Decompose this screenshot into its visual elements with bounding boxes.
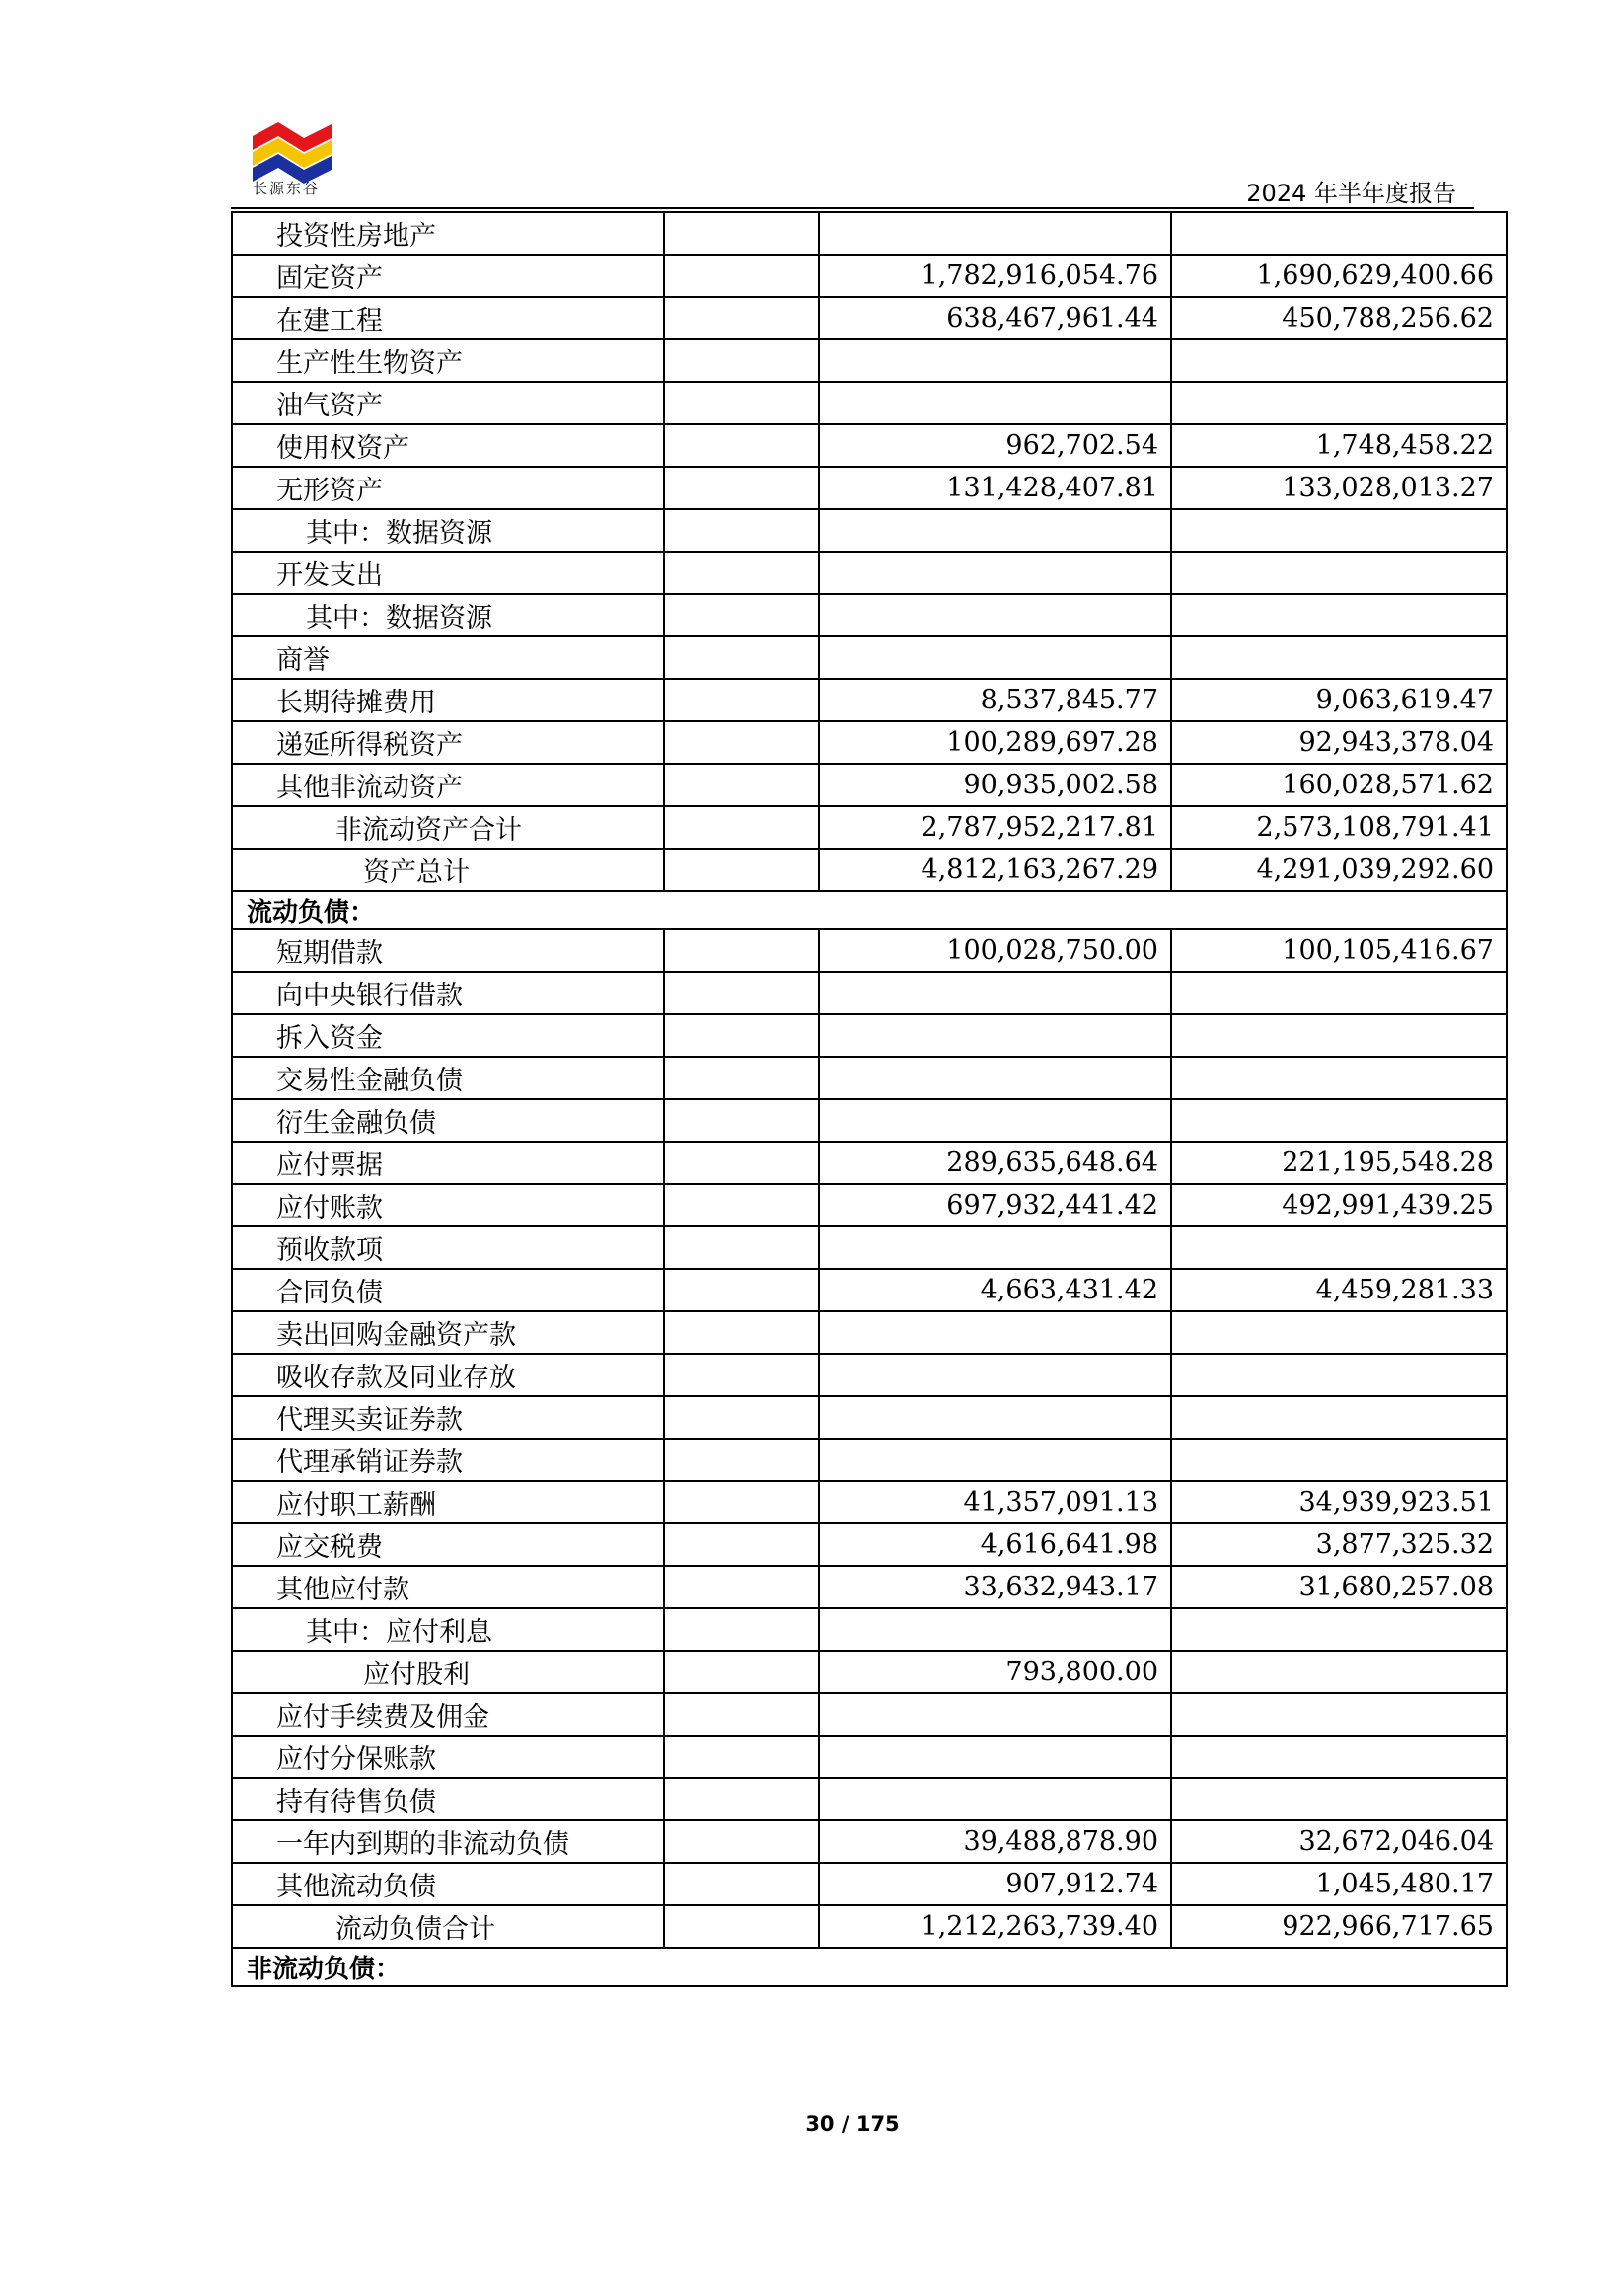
row-label: 持有待售负债 bbox=[232, 1778, 664, 1820]
period-end-value: 2,787,952,217.81 bbox=[819, 806, 1171, 849]
period-end-value bbox=[819, 636, 1171, 679]
note-cell bbox=[664, 212, 819, 255]
period-end-value: 131,428,407.81 bbox=[819, 467, 1171, 509]
prior-year-value bbox=[1171, 509, 1507, 552]
row-label: 非流动资产合计 bbox=[232, 806, 664, 849]
note-cell bbox=[664, 1226, 819, 1269]
note-cell bbox=[664, 1311, 819, 1354]
period-end-value: 8,537,845.77 bbox=[819, 679, 1171, 721]
period-end-value: 793,800.00 bbox=[819, 1651, 1171, 1693]
row-label: 长期待摊费用 bbox=[232, 679, 664, 721]
row-label: 其中：数据资源 bbox=[232, 594, 664, 636]
row-label: 油气资产 bbox=[232, 382, 664, 424]
note-cell bbox=[664, 424, 819, 467]
prior-year-value bbox=[1171, 1778, 1507, 1820]
table-row bbox=[232, 1439, 1507, 1481]
note-cell bbox=[664, 1905, 819, 1948]
row-label: 使用权资产 bbox=[232, 424, 664, 467]
prior-year-value: 4,291,039,292.60 bbox=[1171, 849, 1507, 891]
note-cell bbox=[664, 297, 819, 339]
row-label: 其他应付款 bbox=[232, 1566, 664, 1608]
row-label: 无形资产 bbox=[232, 467, 664, 509]
row-label: 交易性金融负债 bbox=[232, 1057, 664, 1099]
period-end-value bbox=[819, 1014, 1171, 1057]
prior-year-value: 1,045,480.17 bbox=[1171, 1863, 1507, 1905]
table-row bbox=[232, 849, 1507, 891]
period-end-value bbox=[819, 382, 1171, 424]
period-end-value: 33,632,943.17 bbox=[819, 1566, 1171, 1608]
prior-year-value bbox=[1171, 1354, 1507, 1396]
prior-year-value bbox=[1171, 1439, 1507, 1481]
period-end-value: 638,467,961.44 bbox=[819, 297, 1171, 339]
table-row bbox=[232, 721, 1507, 764]
row-label: 开发支出 bbox=[232, 552, 664, 594]
period-end-value: 39,488,878.90 bbox=[819, 1820, 1171, 1863]
row-label: 应付分保账款 bbox=[232, 1736, 664, 1778]
note-cell bbox=[664, 972, 819, 1014]
prior-year-value bbox=[1171, 1608, 1507, 1651]
table-row bbox=[232, 1142, 1507, 1184]
period-end-value bbox=[819, 1396, 1171, 1439]
table-row bbox=[232, 552, 1507, 594]
period-end-value bbox=[819, 1693, 1171, 1736]
table-row bbox=[232, 424, 1507, 467]
note-cell bbox=[664, 1651, 819, 1693]
note-cell bbox=[664, 1142, 819, 1184]
table-row bbox=[232, 1693, 1507, 1736]
row-label: 投资性房地产 bbox=[232, 212, 664, 255]
period-end-value: 1,782,916,054.76 bbox=[819, 255, 1171, 297]
table-row bbox=[232, 1099, 1507, 1142]
period-end-value bbox=[819, 509, 1171, 552]
row-label: 其中：数据资源 bbox=[232, 509, 664, 552]
table-row bbox=[232, 972, 1507, 1014]
note-cell bbox=[664, 1269, 819, 1311]
table-row bbox=[232, 1269, 1507, 1311]
row-label: 向中央银行借款 bbox=[232, 972, 664, 1014]
row-label: 递延所得税资产 bbox=[232, 721, 664, 764]
table-row bbox=[232, 382, 1507, 424]
table-row bbox=[232, 1396, 1507, 1439]
table-row bbox=[232, 339, 1507, 382]
table-row bbox=[232, 929, 1507, 972]
balance-sheet-table bbox=[231, 211, 1508, 1987]
prior-year-value bbox=[1171, 1226, 1507, 1269]
prior-year-value: 92,943,378.04 bbox=[1171, 721, 1507, 764]
prior-year-value bbox=[1171, 1651, 1507, 1693]
table-row bbox=[232, 806, 1507, 849]
table-row bbox=[232, 594, 1507, 636]
prior-year-value: 922,966,717.65 bbox=[1171, 1905, 1507, 1948]
period-end-value bbox=[819, 212, 1171, 255]
period-end-value bbox=[819, 1778, 1171, 1820]
period-end-value: 4,663,431.42 bbox=[819, 1269, 1171, 1311]
prior-year-value: 450,788,256.62 bbox=[1171, 297, 1507, 339]
row-label: 其中：应付利息 bbox=[232, 1608, 664, 1651]
prior-year-value bbox=[1171, 1099, 1507, 1142]
note-cell bbox=[664, 594, 819, 636]
period-end-value bbox=[819, 1099, 1171, 1142]
table-row bbox=[232, 1354, 1507, 1396]
period-end-value: 4,812,163,267.29 bbox=[819, 849, 1171, 891]
period-end-value: 4,616,641.98 bbox=[819, 1523, 1171, 1566]
row-label: 应付账款 bbox=[232, 1184, 664, 1226]
table-row bbox=[232, 1523, 1507, 1566]
period-end-value: 697,932,441.42 bbox=[819, 1184, 1171, 1226]
prior-year-value bbox=[1171, 339, 1507, 382]
period-end-value bbox=[819, 1736, 1171, 1778]
table-row bbox=[232, 1608, 1507, 1651]
table-row bbox=[232, 467, 1507, 509]
note-cell bbox=[664, 721, 819, 764]
row-label: 商誉 bbox=[232, 636, 664, 679]
table-row bbox=[232, 1948, 1507, 1986]
note-cell bbox=[664, 1863, 819, 1905]
prior-year-value bbox=[1171, 1736, 1507, 1778]
period-end-value: 90,935,002.58 bbox=[819, 764, 1171, 806]
row-label: 应付票据 bbox=[232, 1142, 664, 1184]
note-cell bbox=[664, 806, 819, 849]
prior-year-value: 34,939,923.51 bbox=[1171, 1481, 1507, 1523]
table-row bbox=[232, 891, 1507, 929]
table-row bbox=[232, 764, 1507, 806]
table-row bbox=[232, 636, 1507, 679]
row-label: 一年内到期的非流动负债 bbox=[232, 1820, 664, 1863]
period-end-value bbox=[819, 1354, 1171, 1396]
period-end-value: 907,912.74 bbox=[819, 1863, 1171, 1905]
table-row bbox=[232, 1481, 1507, 1523]
table-row bbox=[232, 1820, 1507, 1863]
period-end-value bbox=[819, 552, 1171, 594]
prior-year-value bbox=[1171, 1311, 1507, 1354]
period-end-value bbox=[819, 972, 1171, 1014]
note-cell bbox=[664, 1820, 819, 1863]
prior-year-value bbox=[1171, 636, 1507, 679]
page-number: 30 / 175 bbox=[805, 2112, 900, 2136]
prior-year-value bbox=[1171, 212, 1507, 255]
note-cell bbox=[664, 467, 819, 509]
note-cell bbox=[664, 1523, 819, 1566]
row-label: 衍生金融负债 bbox=[232, 1099, 664, 1142]
period-end-value: 1,212,263,739.40 bbox=[819, 1905, 1171, 1948]
period-end-value: 962,702.54 bbox=[819, 424, 1171, 467]
table-row bbox=[232, 297, 1507, 339]
table-row bbox=[232, 1057, 1507, 1099]
section-header: 非流动负债： bbox=[232, 1948, 1507, 1986]
table-row bbox=[232, 679, 1507, 721]
note-cell bbox=[664, 1057, 819, 1099]
note-cell bbox=[664, 1481, 819, 1523]
row-label: 应付股利 bbox=[232, 1651, 664, 1693]
note-cell bbox=[664, 929, 819, 972]
period-end-value bbox=[819, 1226, 1171, 1269]
section-header: 流动负债： bbox=[232, 891, 1507, 929]
prior-year-value: 133,028,013.27 bbox=[1171, 467, 1507, 509]
prior-year-value: 160,028,571.62 bbox=[1171, 764, 1507, 806]
row-label: 应付职工薪酬 bbox=[232, 1481, 664, 1523]
table-row bbox=[232, 1651, 1507, 1693]
prior-year-value: 1,748,458.22 bbox=[1171, 424, 1507, 467]
prior-year-value bbox=[1171, 382, 1507, 424]
row-label: 流动负债合计 bbox=[232, 1905, 664, 1948]
note-cell bbox=[664, 679, 819, 721]
period-end-value bbox=[819, 1439, 1171, 1481]
period-end-value: 100,289,697.28 bbox=[819, 721, 1171, 764]
prior-year-value: 3,877,325.32 bbox=[1171, 1523, 1507, 1566]
row-label: 卖出回购金融资产款 bbox=[232, 1311, 664, 1354]
note-cell bbox=[664, 1693, 819, 1736]
table-row bbox=[232, 1736, 1507, 1778]
row-label: 资产总计 bbox=[232, 849, 664, 891]
prior-year-value bbox=[1171, 972, 1507, 1014]
note-cell bbox=[664, 552, 819, 594]
note-cell bbox=[664, 1439, 819, 1481]
row-label: 固定资产 bbox=[232, 255, 664, 297]
prior-year-value bbox=[1171, 594, 1507, 636]
note-cell bbox=[664, 1566, 819, 1608]
prior-year-value bbox=[1171, 1693, 1507, 1736]
row-label: 合同负债 bbox=[232, 1269, 664, 1311]
company-logo-text: 长源东谷 bbox=[253, 180, 321, 197]
note-cell bbox=[664, 764, 819, 806]
table-row bbox=[232, 1311, 1507, 1354]
note-cell bbox=[664, 1184, 819, 1226]
note-cell bbox=[664, 1099, 819, 1142]
note-cell bbox=[664, 382, 819, 424]
period-end-value bbox=[819, 1057, 1171, 1099]
row-label: 在建工程 bbox=[232, 297, 664, 339]
row-label: 代理承销证券款 bbox=[232, 1439, 664, 1481]
prior-year-value bbox=[1171, 552, 1507, 594]
table-row bbox=[232, 509, 1507, 552]
prior-year-value: 2,573,108,791.41 bbox=[1171, 806, 1507, 849]
table-row bbox=[232, 1863, 1507, 1905]
note-cell bbox=[664, 1396, 819, 1439]
row-label: 应交税费 bbox=[232, 1523, 664, 1566]
prior-year-value: 31,680,257.08 bbox=[1171, 1566, 1507, 1608]
row-label: 吸收存款及同业存放 bbox=[232, 1354, 664, 1396]
table-row bbox=[232, 1226, 1507, 1269]
prior-year-value: 4,459,281.33 bbox=[1171, 1269, 1507, 1311]
report-title: 2024 年半年度报告 bbox=[1246, 180, 1456, 207]
prior-year-value bbox=[1171, 1057, 1507, 1099]
prior-year-value: 9,063,619.47 bbox=[1171, 679, 1507, 721]
note-cell bbox=[664, 255, 819, 297]
note-cell bbox=[664, 849, 819, 891]
period-end-value bbox=[819, 1311, 1171, 1354]
prior-year-value: 100,105,416.67 bbox=[1171, 929, 1507, 972]
table-row bbox=[232, 1184, 1507, 1226]
prior-year-value: 1,690,629,400.66 bbox=[1171, 255, 1507, 297]
note-cell bbox=[664, 509, 819, 552]
period-end-value: 100,028,750.00 bbox=[819, 929, 1171, 972]
table-row bbox=[232, 1014, 1507, 1057]
table-row bbox=[232, 1566, 1507, 1608]
table-row bbox=[232, 255, 1507, 297]
prior-year-value: 221,195,548.28 bbox=[1171, 1142, 1507, 1184]
table-row bbox=[232, 1778, 1507, 1820]
row-label: 短期借款 bbox=[232, 929, 664, 972]
prior-year-value: 32,672,046.04 bbox=[1171, 1820, 1507, 1863]
prior-year-value: 492,991,439.25 bbox=[1171, 1184, 1507, 1226]
row-label: 其他非流动资产 bbox=[232, 764, 664, 806]
row-label: 其他流动负债 bbox=[232, 1863, 664, 1905]
period-end-value bbox=[819, 339, 1171, 382]
table-row bbox=[232, 1905, 1507, 1948]
period-end-value bbox=[819, 594, 1171, 636]
row-label: 拆入资金 bbox=[232, 1014, 664, 1057]
table-row bbox=[232, 212, 1507, 255]
period-end-value bbox=[819, 1608, 1171, 1651]
prior-year-value bbox=[1171, 1014, 1507, 1057]
row-label: 应付手续费及佣金 bbox=[232, 1693, 664, 1736]
note-cell bbox=[664, 1736, 819, 1778]
row-label: 代理买卖证券款 bbox=[232, 1396, 664, 1439]
note-cell bbox=[664, 1014, 819, 1057]
note-cell bbox=[664, 339, 819, 382]
note-cell bbox=[664, 1778, 819, 1820]
note-cell bbox=[664, 636, 819, 679]
prior-year-value bbox=[1171, 1396, 1507, 1439]
row-label: 生产性生物资产 bbox=[232, 339, 664, 382]
note-cell bbox=[664, 1354, 819, 1396]
period-end-value: 41,357,091.13 bbox=[819, 1481, 1171, 1523]
row-label: 预收款项 bbox=[232, 1226, 664, 1269]
header-divider bbox=[231, 207, 1474, 209]
period-end-value: 289,635,648.64 bbox=[819, 1142, 1171, 1184]
note-cell bbox=[664, 1608, 819, 1651]
